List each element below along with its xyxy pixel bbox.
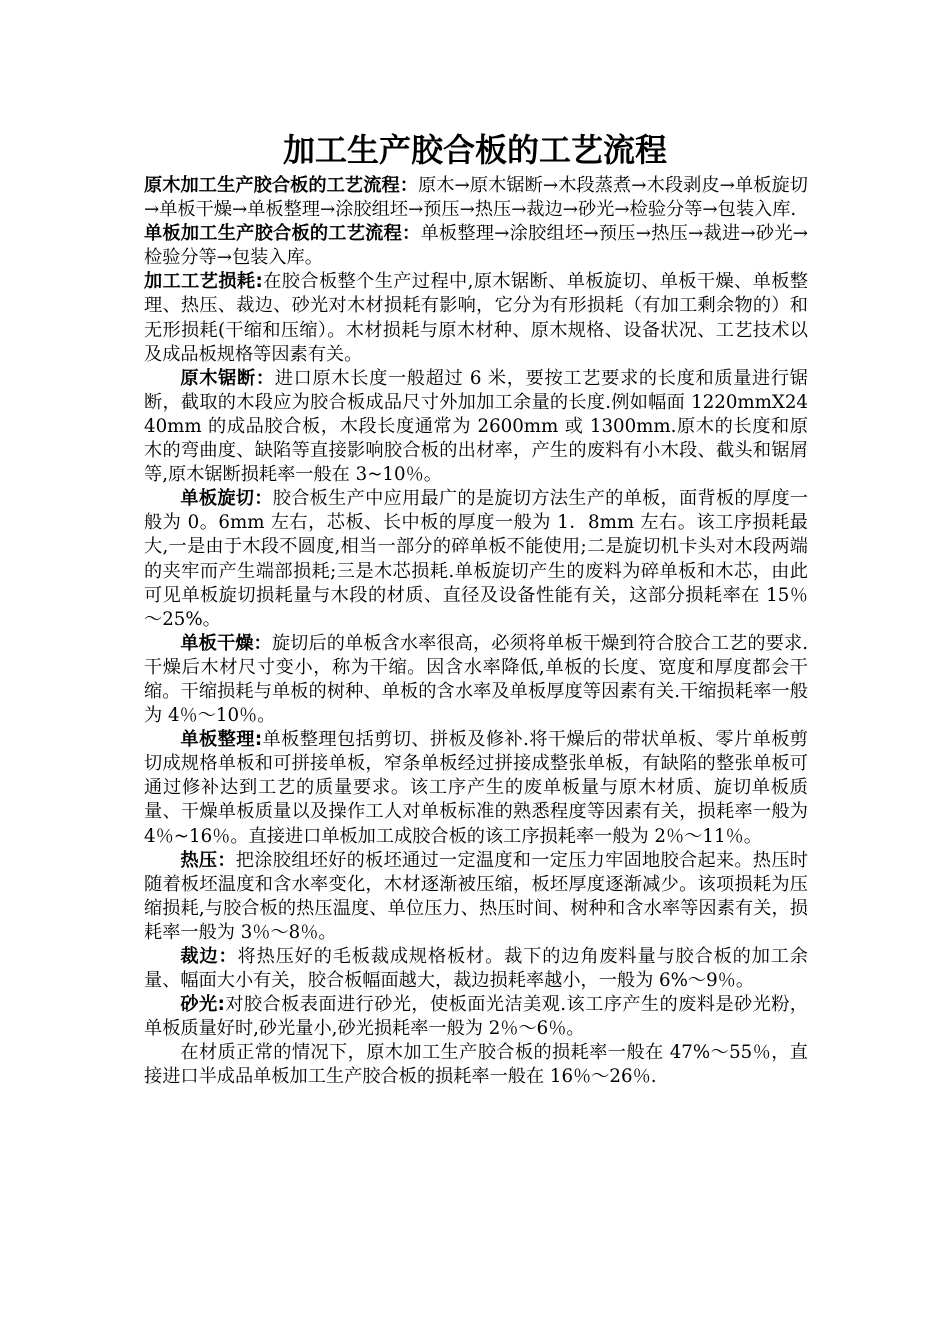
paragraph-log-process [144,174,808,222]
paragraph-text: 单板整理→涂胶组坯→预压→热压→裁进→砂光→检验分等→包装入库。 [144,223,808,269]
paragraph-text: 进口原木长度一般超过 6 米，要按工艺要求的长度和质量进行锯断，截取的木段应为胶合板成品尺寸外加加工余量的长度.例如幅面 1220mmX2440mm 的成品胶合板，木段长度通常为 2600mm 或 1300mm.原木的长度和原木的弯曲度、缺陷等直接影响胶合板的出材率，产生的废料有小木段、截头和锯屑等,原木锯断损耗率一般在 3~10％。 [144,367,808,486]
paragraph-text: 对胶合板表面进行砂光，使板面光洁美观.该工序产生的废料是砂光粉，单板质量好时,砂光量小,砂光损耗率一般为 2％～6％。 [144,994,808,1040]
document-body [144,174,808,1090]
paragraph-log-cutting [144,367,808,487]
paragraph-veneer-process [144,222,808,270]
paragraph-veneer-trimming [144,728,808,848]
paragraph-sanding [144,993,808,1041]
paragraph-text: 将热压好的毛板裁成规格板材。裁下的边角废料量与胶合板的加工余量、幅面大小有关，胶合板幅面越大，裁边损耗率越小，一般为 6%～9％。 [144,946,808,992]
paragraph-veneer-peeling [144,487,808,632]
paragraph-lead: 原木加工生产胶合板的工艺流程： [144,175,418,196]
paragraph-lead: 单板旋切： [180,488,273,510]
paragraph-text: 旋切后的单板含水率很高，必须将单板干燥到符合胶合工艺的要求.干燥后木材尺寸变小，称为干缩。因含水率降低,单板的长度、宽度和厚度都会干缩。干缩损耗与单板的树种、单板的含水率及单板厚度等因素有关.干缩损耗率一般为 4％～10％。 [144,632,808,727]
paragraph-text: 单板整理包括剪切、拼板及修补.将干燥后的带状单板、零片单板剪切成规格单板和可拼接单板，窄条单板经过拼接成整张单板，有缺陷的整张单板可通过修补达到工艺的质量要求。该工序产生的废单板量与原木材质、旋切单板质量、干燥单板质量以及操作工人对单板标准的熟悉程度等因素有关，损耗率一般为 4％~16％。直接进口单板加工成胶合板的该工序损耗率一般为 2％～11％。 [144,729,808,847]
paragraph-veneer-drying [144,632,808,728]
paragraph-text: 原木→原木锯断→木段蒸煮→木段剥皮→单板旋切→单板干燥→单板整理→涂胶组坯→预压→热压→裁边→砂光→检验分等→包装入库. [144,175,808,221]
paragraph-lead: 加工工艺损耗: [144,271,263,293]
paragraph-text: 在胶合板整个生产过程中,原木锯断、单板旋切、单板干燥、单板整理、热压、裁边、砂光对木材损耗有影响，它分为有形损耗（有加工剩余物的）和无形损耗(干缩和压缩）。木材损耗与原木材种、原木规格、设备状况、工艺技术以及成品板规格等因素有关。 [144,271,808,365]
page-title: 加工生产胶合板的工艺流程 [282,131,667,169]
paragraph-text: 把涂胶组坯好的板坯通过一定温度和一定压力牢固地胶合起来。热压时随着板坯温度和含水率变化，木材逐渐被压缩，板坯厚度逐渐减少。该项损耗为压缩损耗,与胶合板的热压温度、单位压力、热压时间、树种和含水率等因素有关，损耗率一般为 3％～8％。 [144,849,808,943]
paragraph-hot-pressing [144,849,808,945]
paragraph-lead: 热压： [180,849,236,871]
paragraph-summary [144,1041,808,1089]
paragraph-lead: 原木锯断： [180,367,275,389]
paragraph-process-loss [144,270,808,366]
paragraph-lead: 砂光: [180,994,225,1016]
paragraph-lead: 单板加工生产胶合板的工艺流程： [144,223,421,245]
paragraph-text: 胶合板生产中应用最广的是旋切方法生产的单板，面背板的厚度一般为 0。6mm 左右，芯板、长中板的厚度一般为 1．8mm 左右。该工序损耗最大,一是由于木段不圆度,相当一部分的碎单板不能使用;二是旋切机卡头对木段两端的夹牢而产生端部损耗;三是木芯损耗.单板旋切产生的废料为碎单板和木芯，由此可见单板旋切损耗量与木段的材质、直径及设备性能有关，这部分损耗率在 15％～25%。 [144,488,808,630]
paragraph-edge-trimming [144,945,808,993]
paragraph-text: 在材质正常的情况下，原木加工生产胶合板的损耗率一般在 47%～55％，直接进口半成品单板加工生产胶合板的损耗率一般在 16％～26％. [144,1042,808,1088]
paragraph-lead: 裁边： [180,946,238,967]
paragraph-lead: 单板整理: [180,729,263,751]
paragraph-lead: 单板干燥： [180,632,272,654]
